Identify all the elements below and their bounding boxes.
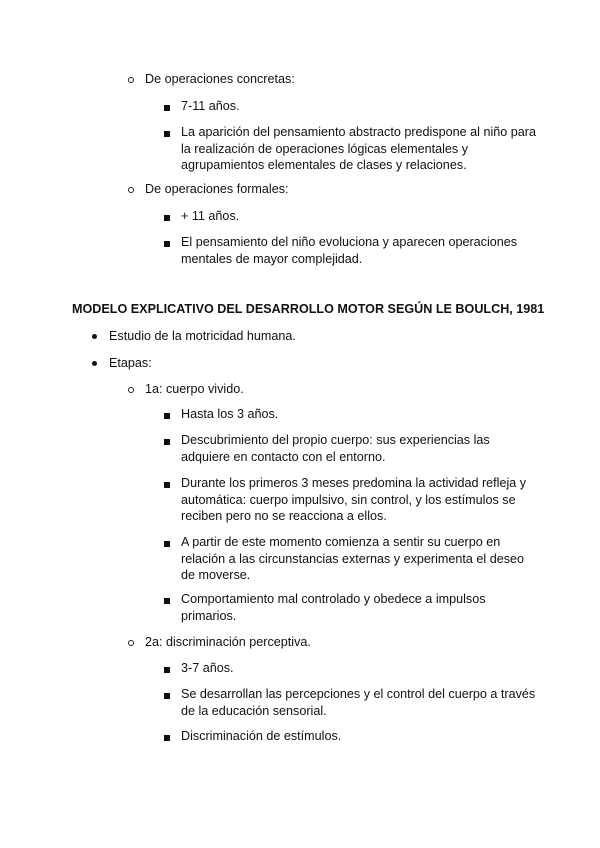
dot-bullet-icon bbox=[92, 361, 97, 366]
square-bullet-icon bbox=[164, 241, 170, 247]
circle-bullet-icon bbox=[128, 640, 134, 646]
formal-desc: El pensamiento del niño evoluciona y aparecen operaciones mentales de mayor complejidad. bbox=[181, 235, 518, 266]
square-bullet-icon bbox=[164, 541, 170, 547]
circle-bullet-icon bbox=[128, 387, 134, 393]
square-bullet-icon bbox=[164, 215, 170, 221]
stage1-behavior: Comportamiento mal controlado y obedece a impulsos primarios. bbox=[181, 592, 486, 623]
formal-operations-label: De operaciones formales: bbox=[145, 182, 289, 196]
square-bullet-icon bbox=[164, 439, 170, 445]
formal-age: + 11 años. bbox=[181, 209, 240, 223]
square-bullet-icon bbox=[164, 667, 170, 673]
square-bullet-icon bbox=[164, 105, 170, 111]
circle-bullet-icon bbox=[128, 77, 134, 83]
stage1-age: Hasta los 3 años. bbox=[181, 407, 279, 421]
bullet-stages: Etapas: bbox=[109, 356, 152, 370]
square-bullet-icon bbox=[164, 131, 170, 137]
stage1-discovery: Descubrimiento del propio cuerpo: sus experiencias las adquiere en contacto con el entorno. bbox=[181, 433, 490, 464]
stage2-label: 2a: discriminación perceptiva. bbox=[145, 635, 311, 649]
stage1-reflex: Durante los primeros 3 meses predomina la actividad refleja y automática: cuerpo impulsivo, sin control, y los estímulos se reciben pero no se reacciona a ellos. bbox=[181, 476, 527, 523]
stage2-age: 3-7 años. bbox=[181, 661, 234, 675]
concrete-age: 7-11 años. bbox=[181, 99, 240, 113]
bullet-study: Estudio de la motricidad humana. bbox=[109, 329, 296, 343]
section-heading: MODELO EXPLICATIVO DEL DESARROLLO MOTOR SEGÚN LE BOULCH, 1981 bbox=[72, 302, 545, 316]
concrete-desc: La aparición del pensamiento abstracto predispone al niño para la realización de operaciones lógicas elementales y agrupamientos elementales de clases y relaciones. bbox=[181, 125, 536, 172]
stage2-perception: Se desarrollan las percepciones y el control del cuerpo a través de la educación sensorial. bbox=[181, 687, 536, 718]
stage1-label: 1a: cuerpo vivido. bbox=[145, 382, 244, 396]
concrete-operations-label: De operaciones concretas: bbox=[145, 72, 295, 86]
square-bullet-icon bbox=[164, 598, 170, 604]
square-bullet-icon bbox=[164, 735, 170, 741]
circle-bullet-icon bbox=[128, 187, 134, 193]
square-bullet-icon bbox=[164, 413, 170, 419]
square-bullet-icon bbox=[164, 693, 170, 699]
dot-bullet-icon bbox=[92, 334, 97, 339]
stage1-feeling: A partir de este momento comienza a sentir su cuerpo en relación a las circunstancias externas y experimenta el deseo de moverse. bbox=[181, 535, 525, 582]
square-bullet-icon bbox=[164, 482, 170, 488]
stage2-discrimination: Discriminación de estímulos. bbox=[181, 729, 342, 743]
